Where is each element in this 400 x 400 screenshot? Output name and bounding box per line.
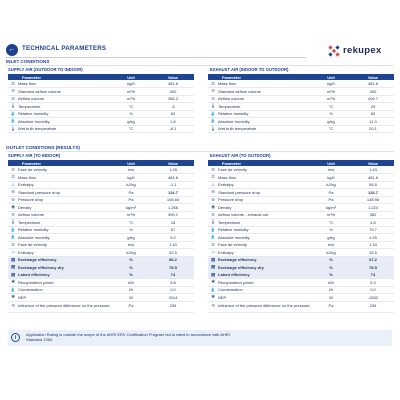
- velocity-icon: ≋: [208, 166, 218, 174]
- table-row: [8, 88, 194, 96]
- table-row: [208, 125, 394, 133]
- parameter-label: Temperature: [18, 219, 110, 227]
- enthalpy-icon: ♨: [8, 181, 18, 189]
- parameter-label: Pressure drop: [18, 196, 110, 204]
- value-cell: 11.9: [352, 118, 394, 126]
- parameter-label: Enthalpy: [218, 249, 310, 257]
- unit-cell: m³/h: [310, 88, 352, 96]
- column-header-unit: Unit: [110, 74, 152, 80]
- value-cell: 1.43: [352, 166, 394, 174]
- value-cell: 481.6: [152, 174, 194, 182]
- table-row: [8, 181, 194, 189]
- unit-cell: m³/h: [110, 95, 152, 103]
- unit-cell: °C: [110, 103, 152, 111]
- humidity-icon: 💧: [8, 118, 18, 126]
- mass-flow-icon: ⚖: [8, 174, 18, 182]
- table-row: [8, 264, 194, 272]
- table-row: [8, 271, 194, 279]
- parameter-label: Airflow volume - exhaust out: [218, 211, 310, 219]
- parameter-label: Enthalpy: [18, 249, 110, 257]
- unit-cell: kJ/kg: [310, 249, 352, 257]
- table-row: [8, 234, 194, 242]
- value-cell: 76.5: [352, 264, 394, 272]
- unit-cell: %: [110, 256, 152, 264]
- table-row: [208, 103, 394, 111]
- table-row: [208, 189, 394, 197]
- value-cell: 235: [152, 301, 194, 312]
- recuperation-icon: ✱: [208, 279, 218, 287]
- table-row: [208, 249, 394, 257]
- table-row: [8, 294, 194, 302]
- value-cell: 74: [152, 271, 194, 279]
- unit-cell: °C: [310, 219, 352, 227]
- parameter-label: Condensation: [218, 286, 310, 294]
- efficiency-icon: ▤: [8, 256, 18, 264]
- humidity-icon: 💧: [208, 226, 218, 234]
- parameter-label: Density: [218, 204, 310, 212]
- unit-cell: Pa: [110, 301, 152, 312]
- unit-cell: W: [310, 294, 352, 302]
- efficiency-icon: ▤: [208, 271, 218, 279]
- parameter-label: Mass flow: [218, 174, 310, 182]
- table-row: [208, 181, 394, 189]
- table-row: [208, 88, 394, 96]
- inlet-exhaust-table: [208, 74, 394, 133]
- parameter-label: Exchange efficiency dry: [18, 264, 110, 272]
- humidity-icon: 💧: [8, 234, 18, 242]
- humidity-icon: 💧: [208, 110, 218, 118]
- thermometer-icon: 🌡: [208, 219, 218, 227]
- outlet-exhaust-title: EXHAUST AIR (TO OUTDOOR): [210, 153, 271, 158]
- value-cell: 3114: [152, 294, 194, 302]
- value-cell: 67.2: [352, 256, 394, 264]
- value-cell: 1.28: [152, 166, 194, 174]
- table-row: [208, 241, 394, 249]
- table-row: [8, 80, 194, 88]
- unit-cell: kJ/kg: [110, 249, 152, 257]
- parameter-label: Enthalpy: [218, 181, 310, 189]
- value-cell: 1.34: [352, 241, 394, 249]
- value-cell: 15.5: [352, 249, 394, 257]
- unit-cell: kJ/kg: [310, 181, 352, 189]
- value-cell: 409.7: [352, 95, 394, 103]
- value-cell: 133.7: [352, 189, 394, 197]
- value-cell: 4.8: [352, 219, 394, 227]
- parameter-label: Latent efficiency: [18, 271, 110, 279]
- value-cell: 76.5: [152, 264, 194, 272]
- value-cell: 1.266: [152, 204, 194, 212]
- mass-flow-icon: ⚖: [8, 80, 18, 88]
- parameter-label: Face air velocity: [18, 166, 110, 174]
- thermometer-icon: 🌡: [208, 103, 218, 111]
- unit-cell: °C: [110, 125, 152, 133]
- parameter-label: Absolute humidity: [218, 118, 310, 126]
- value-cell: 1.6: [152, 118, 194, 126]
- parameter-label: Mass flow: [218, 80, 310, 88]
- table-row: [8, 249, 194, 257]
- table-row: [8, 125, 194, 133]
- table-row: [208, 301, 394, 312]
- value-cell: 481.6: [152, 80, 194, 88]
- velocity-icon: ≋: [8, 166, 18, 174]
- info-icon: i: [11, 333, 20, 342]
- parameter-label: Condensation: [18, 286, 110, 294]
- table-row: [8, 189, 194, 197]
- unit-cell: kW: [110, 279, 152, 287]
- efficiency-icon: ▤: [8, 264, 18, 272]
- parameter-label: Absolute humidity: [218, 234, 310, 242]
- parameter-label: Absolute humidity: [18, 234, 110, 242]
- parameter-label: NEP: [18, 294, 110, 302]
- unit-cell: Pa: [110, 189, 152, 197]
- unit-cell: g/kg: [110, 234, 152, 242]
- unit-cell: m³/h: [310, 211, 352, 219]
- value-cell: 55.5: [352, 181, 394, 189]
- unit-cell: %: [110, 226, 152, 234]
- enthalpy-icon: ♨: [208, 181, 218, 189]
- pressure-influence-icon: ⟲: [208, 301, 218, 312]
- table-row: [8, 174, 194, 182]
- unit-cell: °C: [110, 219, 152, 227]
- unit-cell: %: [310, 256, 352, 264]
- airflow-icon: ≋: [8, 211, 18, 219]
- outlet-supply-title: SUPPLY AIR (TO INDOOR): [8, 153, 61, 158]
- parameter-label: Relative humidity: [18, 110, 110, 118]
- unit-cell: g/kg: [310, 234, 352, 242]
- unit-cell: %: [110, 110, 152, 118]
- table-row: [208, 166, 394, 174]
- column-header-parameter: Parameter: [8, 160, 110, 166]
- airflow-icon: ≋: [208, 95, 218, 103]
- value-cell: 42.5: [152, 249, 194, 257]
- airflow-icon: ≋: [8, 88, 18, 96]
- table-row: [8, 226, 194, 234]
- inlet-divider: [6, 65, 394, 66]
- inlet-section-title: INLET CONDITIONS: [6, 59, 50, 64]
- value-cell: 5.8: [152, 279, 194, 287]
- table-row: [208, 219, 394, 227]
- wet-bulb-icon: 🌡: [208, 125, 218, 133]
- parameter-label: Standard airflow volume: [18, 88, 110, 96]
- table-row: [208, 196, 394, 204]
- humidity-icon: 💧: [208, 234, 218, 242]
- value-cell: 399.1: [152, 211, 194, 219]
- value-cell: 60: [152, 110, 194, 118]
- humidity-icon: 💧: [8, 110, 18, 118]
- parameter-label: Airflow volume: [18, 95, 110, 103]
- wet-bulb-icon: 🌡: [8, 125, 18, 133]
- unit-cell: m³/h: [310, 95, 352, 103]
- column-header-unit: Unit: [310, 74, 352, 80]
- parameter-label: Wet bulb temperature: [218, 125, 310, 133]
- table-row: [208, 95, 394, 103]
- parameter-label: Exchange efficiency: [218, 256, 310, 264]
- value-cell: 1.40: [152, 241, 194, 249]
- table-row: [208, 256, 394, 264]
- table-row: [8, 241, 194, 249]
- unit-cell: kg/h: [310, 80, 352, 88]
- unit-cell: °C: [310, 125, 352, 133]
- value-cell: 1.224: [352, 204, 394, 212]
- density-icon: ◉: [208, 204, 218, 212]
- parameter-label: Face air velocity: [18, 241, 110, 249]
- parameter-label: Temperature: [218, 103, 310, 111]
- unit-cell: m³/h: [110, 211, 152, 219]
- parameter-label: Temperature: [18, 103, 110, 111]
- value-cell: 366.2: [152, 95, 194, 103]
- parameter-label: Relative humidity: [218, 226, 310, 234]
- value-cell: 67: [152, 226, 194, 234]
- table-row: [8, 118, 194, 126]
- parameter-label: Exchange efficiency dry: [218, 264, 310, 272]
- unit-cell: %: [310, 226, 352, 234]
- unit-cell: l/h: [110, 286, 152, 294]
- unit-cell: m/s: [310, 166, 352, 174]
- table-row: [8, 166, 194, 174]
- velocity-icon: ≋: [208, 241, 218, 249]
- parameter-label: Mass flow: [18, 80, 110, 88]
- column-header-parameter: Parameter: [8, 74, 110, 80]
- parameter-label: Face air velocity: [218, 166, 310, 174]
- recuperation-icon: ✱: [8, 279, 18, 287]
- value-cell: 235: [352, 301, 394, 312]
- mass-flow-icon: ⚖: [208, 174, 218, 182]
- mass-flow-icon: ⚖: [208, 80, 218, 88]
- value-cell: 0.0: [152, 286, 194, 294]
- value-cell: 481.6: [352, 174, 394, 182]
- parameter-label: Recuperation power: [18, 279, 110, 287]
- unit-cell: m/s: [110, 241, 152, 249]
- unit-cell: %: [310, 271, 352, 279]
- column-header-value: Value: [352, 160, 394, 166]
- unit-cell: %: [110, 264, 152, 272]
- condensation-icon: 💧: [8, 286, 18, 294]
- condensation-icon: 💧: [208, 286, 218, 294]
- page-header: [6, 42, 394, 58]
- table-row: [8, 301, 194, 312]
- outlet-divider: [6, 151, 394, 152]
- parameter-label: Wet bulb temperature: [18, 125, 110, 133]
- thermometer-icon: 🌡: [8, 219, 18, 227]
- humidity-icon: 💧: [208, 118, 218, 126]
- pressure-drop-icon: ⊖: [8, 196, 18, 204]
- note-text: Application Rating is outside the scope of the AHRI ERV Certification Program but is rated in accordance with AHRI Standard 1060.: [26, 332, 230, 343]
- parameter-label: Standard pressure drop: [218, 189, 310, 197]
- unit-cell: %: [310, 264, 352, 272]
- value-cell: 108.64: [152, 196, 194, 204]
- column-header-value: Value: [152, 160, 194, 166]
- value-cell: 4.25: [352, 234, 394, 242]
- column-header-unit: Unit: [310, 160, 352, 166]
- inlet-exhaust-title: EXHAUST AIR (INDOOR TO OUTDOOR): [210, 67, 289, 72]
- efficiency-icon: ▤: [208, 264, 218, 272]
- table-row: [8, 204, 194, 212]
- column-header-value: Value: [352, 74, 394, 80]
- logo-mark-icon: [328, 45, 340, 57]
- parameter-label: Relative humidity: [218, 110, 310, 118]
- value-cell: -1.1: [152, 181, 194, 189]
- value-cell: 400: [152, 88, 194, 96]
- unit-cell: Pa: [110, 196, 152, 204]
- inlet-supply-table: [8, 74, 194, 133]
- value-cell: 138.96: [352, 196, 394, 204]
- parameter-label: Exchange efficiency: [18, 256, 110, 264]
- table-row: [8, 95, 194, 103]
- unit-cell: m/s: [110, 166, 152, 174]
- column-header-parameter: Parameter: [208, 160, 310, 166]
- table-row: [208, 286, 394, 294]
- table-row: [8, 219, 194, 227]
- table-row: [8, 279, 194, 287]
- value-cell: 382: [352, 211, 394, 219]
- table-row: [8, 196, 194, 204]
- outlet-supply-table: [8, 160, 194, 313]
- efficiency-icon: ▤: [208, 256, 218, 264]
- pressure-drop-icon: ⊖: [8, 189, 18, 197]
- table-row: [208, 279, 394, 287]
- unit-cell: kg/m³: [110, 204, 152, 212]
- airflow-icon: ≋: [208, 88, 218, 96]
- value-cell: 0.0: [352, 286, 394, 294]
- parameter-label: Temperature: [218, 219, 310, 227]
- parameter-label: Influence of the pressure difference on the pressure: [218, 301, 310, 312]
- parameter-label: Recuperation power: [218, 279, 310, 287]
- value-cell: 20.1: [352, 125, 394, 133]
- parameter-label: Face air velocity: [218, 241, 310, 249]
- table-row: [8, 103, 194, 111]
- parameter-label: Mass flow: [18, 174, 110, 182]
- airflow-icon: ≋: [208, 211, 218, 219]
- unit-cell: m/s: [310, 241, 352, 249]
- table-row: [8, 110, 194, 118]
- table-row: [208, 226, 394, 234]
- unit-cell: kg/h: [110, 80, 152, 88]
- unit-cell: m³/h: [110, 88, 152, 96]
- unit-cell: %: [310, 110, 352, 118]
- column-header-parameter: Parameter: [208, 74, 310, 80]
- parameter-label: Pressure drop: [218, 196, 310, 204]
- outlet-section-title: OUTLET CONDITIONS (RESULTS): [6, 145, 80, 150]
- parameter-label: Standard airflow volume: [218, 88, 310, 96]
- outlet-exhaust-table: [208, 160, 394, 313]
- parameter-label: Absolute humidity: [18, 118, 110, 126]
- unit-cell: kg/m³: [310, 204, 352, 212]
- unit-cell: °C: [310, 103, 352, 111]
- table-row: [8, 256, 194, 264]
- value-cell: 74: [352, 271, 394, 279]
- table-row: [208, 264, 394, 272]
- table-row: [208, 110, 394, 118]
- table-row: [208, 80, 394, 88]
- nep-icon: ✱: [8, 294, 18, 302]
- enthalpy-icon: ♨: [8, 249, 18, 257]
- value-cell: 400: [352, 88, 394, 96]
- table-row: [8, 286, 194, 294]
- value-cell: 9.2: [152, 234, 194, 242]
- header-divider: [6, 57, 306, 58]
- unit-cell: Pa: [310, 301, 352, 312]
- parameter-label: Latent efficiency: [218, 271, 310, 279]
- velocity-icon: ≋: [8, 241, 18, 249]
- value-cell: 25: [352, 103, 394, 111]
- parameter-label: Enthalpy: [18, 181, 110, 189]
- unit-cell: g/kg: [110, 118, 152, 126]
- value-cell: 18: [152, 219, 194, 227]
- value-cell: 5.3: [352, 279, 394, 287]
- unit-cell: kW: [310, 279, 352, 287]
- column-header-unit: Unit: [110, 160, 152, 166]
- logo-text: rekupex: [343, 45, 382, 56]
- thermometer-icon: 🌡: [8, 103, 18, 111]
- unit-cell: l/h: [310, 286, 352, 294]
- unit-cell: kg/h: [310, 174, 352, 182]
- unit-cell: kg/h: [110, 174, 152, 182]
- density-icon: ◉: [8, 204, 18, 212]
- unit-cell: W: [110, 294, 152, 302]
- table-row: [8, 211, 194, 219]
- humidity-icon: 💧: [8, 226, 18, 234]
- airflow-icon: ≋: [8, 95, 18, 103]
- value-cell: 481.6: [352, 80, 394, 88]
- unit-cell: g/kg: [310, 118, 352, 126]
- enthalpy-icon: ♨: [208, 249, 218, 257]
- certification-note: [8, 330, 392, 346]
- table-row: [208, 174, 394, 182]
- value-cell: 80.2: [152, 256, 194, 264]
- parameter-label: Density: [18, 204, 110, 212]
- unit-cell: %: [110, 271, 152, 279]
- pressure-drop-icon: ⊖: [208, 189, 218, 197]
- parameter-label: Airflow volume: [18, 211, 110, 219]
- parameter-label: Relative humidity: [18, 226, 110, 234]
- table-row: [208, 204, 394, 212]
- pressure-drop-icon: ⊖: [208, 196, 218, 204]
- table-row: [208, 234, 394, 242]
- value-cell: -6.1: [152, 125, 194, 133]
- nep-icon: ✱: [208, 294, 218, 302]
- table-row: [208, 271, 394, 279]
- unit-cell: kJ/kg: [110, 181, 152, 189]
- pressure-influence-icon: ⟲: [8, 301, 18, 312]
- value-cell: 124.7: [152, 189, 194, 197]
- value-cell: 60: [352, 110, 394, 118]
- table-row: [208, 118, 394, 126]
- column-header-value: Value: [152, 74, 194, 80]
- value-cell: 79.7: [352, 226, 394, 234]
- parameter-label: NEP: [218, 294, 310, 302]
- value-cell: -5: [152, 103, 194, 111]
- efficiency-icon: ▤: [8, 271, 18, 279]
- value-cell: -2832: [352, 294, 394, 302]
- page-title: TECHNICAL PARAMETERS: [22, 45, 107, 52]
- back-arrow-icon[interactable]: ←: [6, 44, 18, 56]
- inlet-supply-title: SUPPLY AIR (OUTDOOR TO INDOOR): [8, 67, 83, 72]
- unit-cell: Pa: [310, 196, 352, 204]
- parameter-label: Airflow volume: [218, 95, 310, 103]
- table-row: [208, 211, 394, 219]
- parameter-label: Standard pressure drop: [18, 189, 110, 197]
- unit-cell: Pa: [310, 189, 352, 197]
- table-row: [208, 294, 394, 302]
- parameter-label: Influence of the pressure difference on the pressure: [18, 301, 110, 312]
